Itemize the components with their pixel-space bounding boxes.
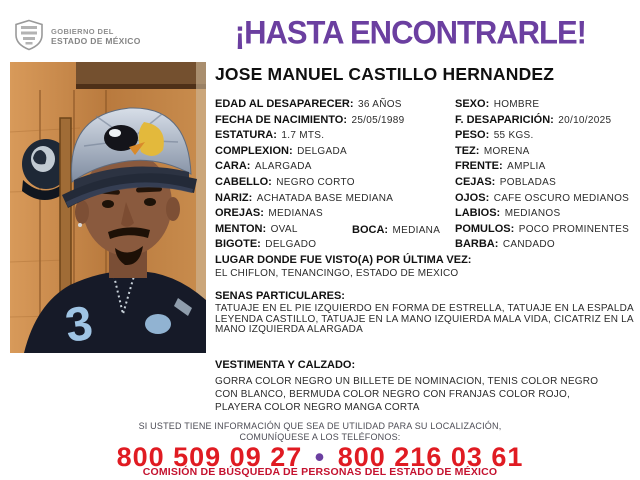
- field-label: F. DESAPARICIÓN:: [455, 113, 554, 126]
- field-row: [215, 156, 640, 172]
- field-label: LABIOS:: [455, 207, 501, 220]
- field-label: ESTATURA:: [215, 129, 277, 142]
- field-label: BIGOTE:: [215, 238, 261, 251]
- section-title: VESTIMENTA Y CALZADO:: [215, 359, 356, 371]
- field-row: [215, 125, 640, 141]
- field-label: FECHA DE NACIMIENTO:: [215, 113, 347, 126]
- section-title: SENAS PARTICULARES:: [215, 290, 345, 302]
- section-last-seen: [215, 254, 635, 279]
- field-value: MEDIANAS: [268, 208, 323, 220]
- field-value: 55 KGS.: [493, 130, 534, 142]
- field-label: POMULOS:: [455, 222, 515, 235]
- field-value: ALARGADA: [254, 161, 312, 173]
- commission-name: COMISIÓN DE BÚSQUEDA DE PERSONAS DEL ESTADO DE MÉXICO: [142, 466, 498, 478]
- phone-number-1: 800 509 09 27: [116, 442, 303, 472]
- field-value: POCO PROMINENTES: [518, 223, 630, 235]
- field-value: ACHATADA BASE MEDIANA: [256, 192, 394, 204]
- footer-info-line2: COMUNÍQUESE A LOS TELÉFONOS:: [239, 431, 401, 442]
- person-name: JOSE MANUEL CASTILLO HERNANDEZ: [215, 64, 555, 84]
- missing-person-photo: [10, 62, 206, 353]
- field-label: OREJAS:: [215, 207, 264, 220]
- section-body: TATUAJE EN EL PIE IZQUIERDO EN FORMA DE ESTRELLA, TATUAJE EN LA ESPALDA LEYENDA CASTILLO, TATUAJE EN LA MANO IZQUIERDA MALA VIDA, CICATRIZ EN LA MANO IZQUIERDA ALARGADA: [215, 303, 634, 335]
- section-clothing: [215, 359, 601, 414]
- field-value: CAFE OSCURO MEDIANOS: [493, 192, 630, 204]
- field-row: [215, 234, 640, 250]
- field-value: NEGRO CORTO: [276, 176, 355, 188]
- field-label: CABELLO:: [215, 175, 272, 188]
- field-row: [215, 219, 640, 235]
- field-row: [215, 110, 640, 126]
- state-government-logo: [13, 19, 141, 56]
- section-body: EL CHIFLON, TENANCINGO, ESTADO DE MEXICO: [215, 268, 459, 279]
- field-row: [215, 188, 640, 204]
- section-title: LUGAR DONDE FUE VISTO(A) POR ÚLTIMA VEZ:: [215, 254, 472, 266]
- field-label: OJOS:: [455, 191, 490, 204]
- footer-info-line1: SI USTED TIENE INFORMACIÓN QUE SEA DE UTILIDAD PARA SU LOCALIZACIÓN,: [138, 421, 502, 431]
- field-value: OVAL: [270, 223, 298, 235]
- field-label: CEJAS:: [455, 175, 496, 188]
- jersey-number: 3: [62, 296, 96, 353]
- field-label: CARA:: [215, 160, 251, 173]
- field-value: DELGADO: [265, 239, 317, 251]
- field-label: TEZ:: [455, 144, 480, 157]
- field-row: [215, 172, 640, 188]
- field-value: 20/10/2025: [558, 114, 612, 126]
- logo-text: [51, 28, 141, 46]
- field-value: AMPLIA: [507, 161, 546, 173]
- field-label: BARBA:: [455, 238, 499, 251]
- field-value: 1.7 MTS.: [281, 130, 325, 142]
- logo-line2: ESTADO DE MÉXICO: [51, 35, 141, 46]
- field-value: MEDIANA: [392, 224, 441, 236]
- field-row: [215, 203, 640, 219]
- field-value: MEDIANOS: [504, 208, 561, 220]
- field-label: EDAD AL DESAPARECER:: [215, 98, 354, 110]
- field-label: SEXO:: [455, 98, 490, 110]
- field-row: [215, 141, 640, 157]
- field-label: MENTON:: [215, 222, 267, 235]
- field-value: DELGADA: [297, 145, 347, 157]
- field-row: [215, 94, 640, 110]
- field-label: FRENTE:: [455, 160, 503, 173]
- person-details: [215, 94, 640, 250]
- field-value: 25/05/1989: [351, 114, 405, 126]
- field-value: MORENA: [483, 145, 530, 157]
- phone-number-2: 800 216 03 61: [337, 442, 524, 472]
- poster-title: ¡HASTA ENCONTRARLE!: [234, 14, 586, 51]
- section-body: GORRA COLOR NEGRO UN BILLETE DE NOMINACION, TENIS COLOR NEGRO CON BLANCO, BERMUDA COLOR NEGRO CON FRANJAS COLOR ROJO, PLAYERA COLOR NEGRO MANGA CORTA: [215, 376, 599, 413]
- field-value: HOMBRE: [493, 99, 540, 110]
- field-value: 36 AÑOS: [357, 99, 402, 110]
- field-value: CANDADO: [502, 239, 555, 251]
- field-label: BOCA:: [352, 223, 389, 236]
- field-label: COMPLEXION:: [215, 144, 293, 157]
- footer-info: [0, 421, 640, 442]
- section-distinguishing-marks: [215, 290, 637, 336]
- coat-of-arms-icon: [13, 19, 45, 56]
- field-label: NARIZ:: [215, 191, 253, 204]
- logo-line1: GOBIERNO DEL: [51, 27, 114, 37]
- bullet-separator: •: [314, 442, 326, 472]
- field-label: PESO:: [455, 129, 490, 142]
- field-value: POBLADAS: [499, 176, 557, 188]
